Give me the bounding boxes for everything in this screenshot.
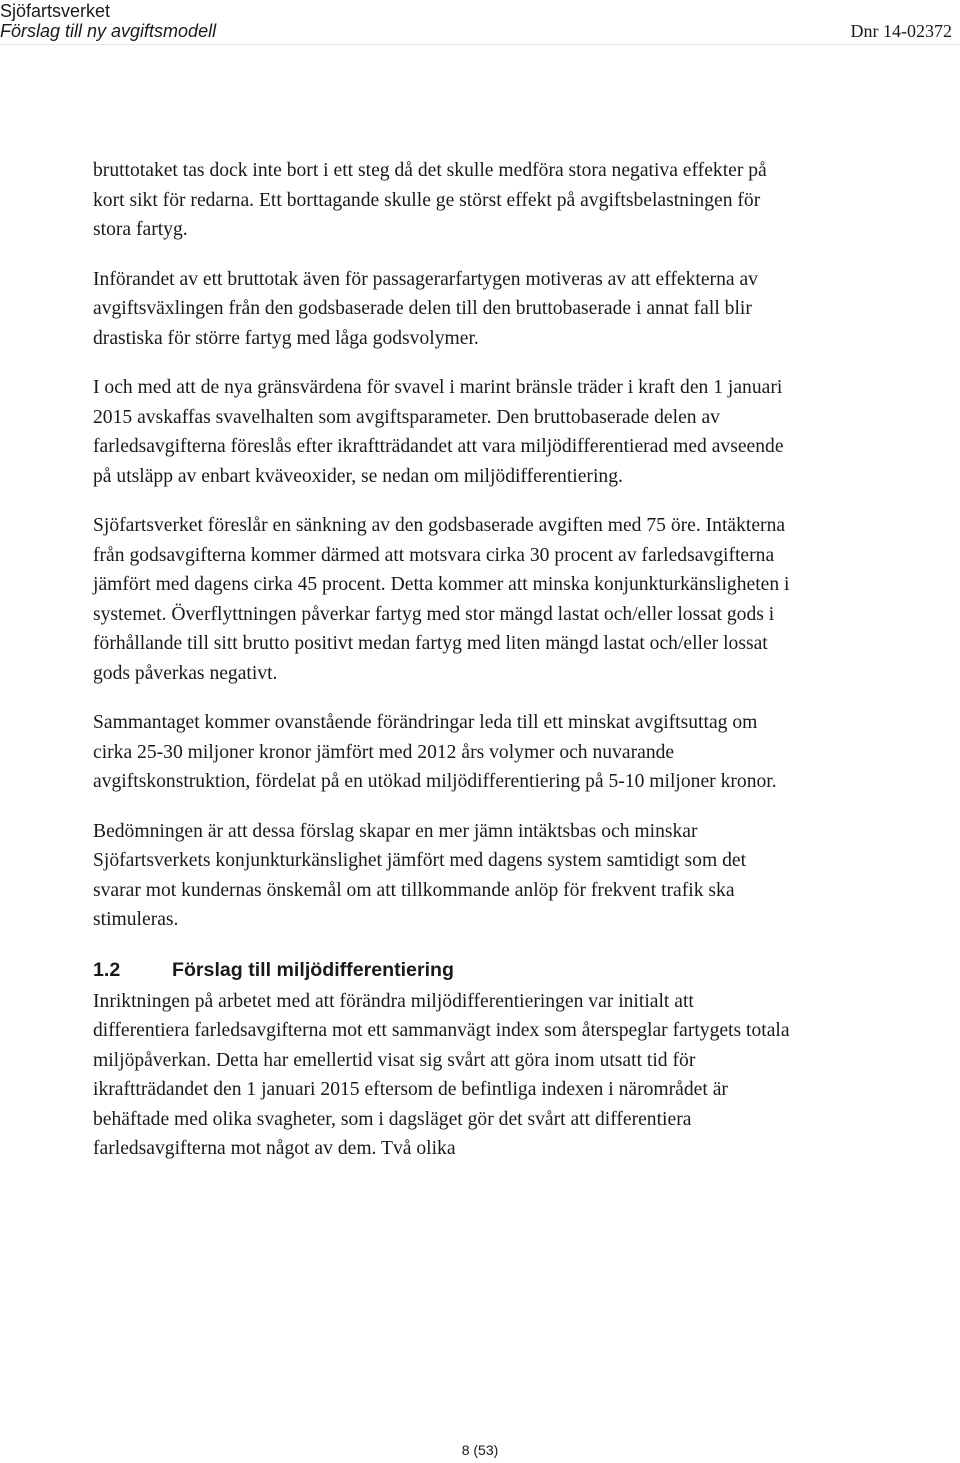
header-divider <box>0 44 960 45</box>
section-number: 1.2 <box>93 958 121 981</box>
document-title: Förslag till ny avgiftsmodell <box>0 21 217 41</box>
section-title: Förslag till miljödifferentiering <box>172 958 454 981</box>
section-heading <box>93 955 793 985</box>
section-paragraph: Inriktningen på arbetet med att förändra miljödifferentieringen var initialt att differentiera farledsavgifterna mot ett sammanvägt index som återspeglar fartygets totala miljöpåverkan. Detta har emellertid visat sig svårt att göra inom utsatt tid för ikraftträdandet den 1 januari 2015 eftersom de befintliga indexen i närområdet är behäftade med olika svagheter, som i dagsläget gör det svårt att differentiera farledsavgifterna mot något av dem. Två olika <box>93 990 790 1159</box>
document-body <box>93 156 793 1184</box>
organization-name: Sjöfartsverket <box>0 1 111 21</box>
page-number: 8 (53) <box>461 1442 499 1458</box>
paragraph: bruttotaket tas dock inte bort i ett steg då det skulle medföra stora negativa effekter på kort sikt för redarna. Ett borttagande skulle ge störst effekt på avgiftsbelastningen för stora fartyg. <box>93 160 767 240</box>
paragraph: I och med att de nya gränsvärdena för svavel i marint bränsle träder i kraft den 1 januari 2015 avskaffas svavelhalten som avgiftsparameter. Den bruttobaserade delen av farledsavgifterna föreslås efter ikraftträdandet att vara miljödifferentierad med avseende på utsläpp av enbart kväveoxider, se nedan om miljödifferentiering. <box>93 377 784 487</box>
paragraph: Införandet av ett bruttotak även för passagerarfartygen motiveras av att effekterna av avgiftsväxlingen från den godsbaserade delen till den bruttobaserade i annat fall blir drastiska för större fartyg med låga godsvolymer. <box>93 268 758 349</box>
paragraph: Sammantaget kommer ovanstående förändringar leda till ett minskat avgiftsuttag om cirka 25-30 miljoner kronor jämfört med 2012 års volymer och nuvarande avgiftskonstruktion, fördelat på en utökad miljödifferentiering på 5-10 miljoner kronor. <box>93 712 777 792</box>
diary-number: Dnr 14-02372 <box>850 21 952 41</box>
paragraph: Sjöfartsverket föreslår en sänkning av den godsbaserade avgiften med 75 öre. Intäkterna från godsavgifterna kommer därmed att motsvara cirka 30 procent av farledsavgifterna jämfört med dagens cirka 45 procent. Detta kommer att minska konjunkturkänsligheten i systemet. Överflyttningen påverkar fartyg med stor mängd lastat och/eller lossat gods i förhållande till sitt brutto positivt medan fartyg med liten mängd lastat och/eller lossat gods påverkas negativt. <box>93 515 790 684</box>
paragraph: Bedömningen är att dessa förslag skapar en mer jämn intäktsbas och minskar Sjöfartsverkets konjunkturkänslighet jämfört med dagens system samtidigt som det svarar mot kundernas önskemål om att tillkommande anlöp för frekvent trafik ska stimuleras. <box>93 820 747 930</box>
